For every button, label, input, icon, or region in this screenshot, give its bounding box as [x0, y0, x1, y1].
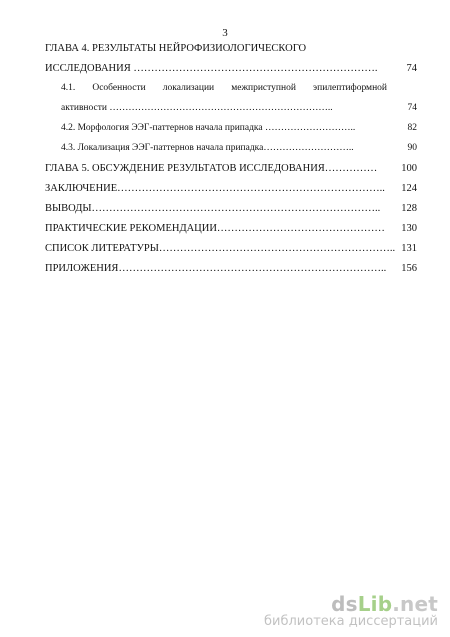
toc-entry-title: ГЛАВА 4. РЕЗУЛЬТАТЫ НЕЙРОФИЗИОЛОГИЧЕСКОГО — [45, 43, 307, 54]
toc-entry-section-4-1-cont — [45, 101, 417, 116]
toc-page-number: 100 — [401, 163, 417, 174]
toc-entry-findings — [45, 201, 417, 216]
toc-entry-section-4-2 — [45, 121, 417, 136]
toc-page-number: 128 — [401, 203, 417, 214]
toc-entry-title: ИССЛЕДОВАНИЯ ……………………………………………………………. — [45, 63, 378, 74]
watermark-logo: dsLib.net — [331, 592, 438, 616]
toc-entry-title: ПРИЛОЖЕНИЯ………………………………………………………………….. — [45, 263, 387, 274]
toc-entry-title: ПРАКТИЧЕСКИЕ РЕКОМЕНДАЦИИ………………………………………… — [45, 223, 385, 234]
toc-entry-appendices — [45, 261, 417, 276]
toc-entry-title: ГЛАВА 5. ОБСУЖДЕНИЕ РЕЗУЛЬТАТОВ ИССЛЕДОВАНИЯ…………… — [45, 163, 378, 174]
toc-entry-title: 4.2. Морфология ЭЭГ-паттернов начала припадка ……………………….. — [61, 123, 356, 133]
toc-entry-section-4-1 — [45, 81, 417, 96]
toc-page-number: 130 — [401, 223, 417, 234]
toc-entry-title: ЗАКЛЮЧЕНИЕ………………………………………………………………….. — [45, 183, 385, 194]
page-number: 3 — [222, 27, 228, 39]
toc-entry-recommendations — [45, 221, 417, 236]
toc-entry-chapter-5 — [45, 161, 417, 176]
watermark — [264, 592, 438, 629]
toc-entry-title: активности …………………………………………………………….. — [61, 103, 333, 113]
toc-entry-references — [45, 241, 417, 256]
toc-entry-title: 4.1. Особенности локализации межприступной эпилептиформной — [61, 83, 387, 93]
toc-entry-title: 4.3. Локализация ЭЭГ-паттернов начала припадка……………………….. — [61, 143, 354, 153]
toc-entry-title: ВЫВОДЫ……………………………………………………………………….. — [45, 203, 381, 214]
toc-page-number: 131 — [401, 243, 417, 254]
table-of-contents — [45, 41, 417, 276]
toc-entry-chapter-4-cont — [45, 61, 417, 76]
toc-entry-title: СПИСОК ЛИТЕРАТУРЫ………………………………………………………….. — [45, 243, 396, 254]
toc-page-number: 156 — [401, 263, 417, 274]
watermark-tagline: библиотека диссертаций — [264, 614, 438, 629]
toc-page-number: 74 — [407, 103, 417, 113]
toc-page-number: 90 — [407, 143, 417, 153]
toc-page-number: 82 — [407, 123, 417, 133]
toc-entry-chapter-4 — [45, 41, 417, 56]
toc-entry-conclusion — [45, 181, 417, 196]
toc-page-number: 74 — [406, 63, 417, 74]
toc-page-number: 124 — [401, 183, 417, 194]
toc-entry-section-4-3 — [45, 141, 417, 156]
